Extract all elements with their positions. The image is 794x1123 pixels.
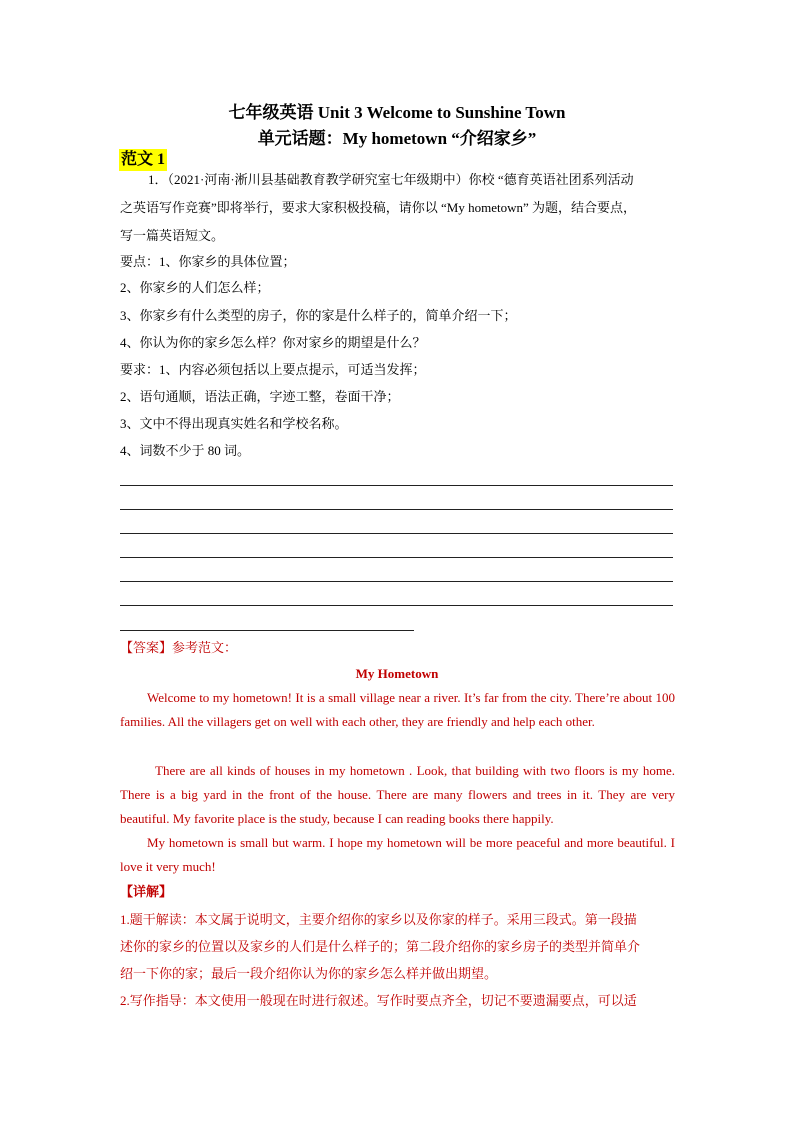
requirement-item: 2、语句通顺，语法正确，字迹工整，卷面干净； xyxy=(120,389,400,404)
point-item: 3、你家乡有什么类型的房子，你的家是什么样子的，简单介绍一下； xyxy=(120,308,517,323)
detail-line: 2.写作指导：本文使用一般现在时进行叙述。写作时要点齐全，切记不要遗漏要点，可以适 xyxy=(120,993,637,1008)
answer-label: 【答案】参考范文： xyxy=(120,640,238,655)
section-badge: 范文 1 xyxy=(119,149,167,171)
detail-label: 【详解】 xyxy=(120,884,173,899)
writing-line xyxy=(120,533,673,534)
document-subtitle: 单元话题：My hometown “介绍家乡” xyxy=(257,129,537,148)
detail-line: 1.题干解读：本文属于说明文，主要介绍你的家乡以及你家的样子。采用三段式。第一段描 xyxy=(120,912,637,927)
point-item: 2、你家乡的人们怎么样； xyxy=(120,280,270,295)
essay-paragraph: There are all kinds of houses in my hometown . Look, that building with two floors is my home. There is a big yard in the front of the house. There are many flowers and trees in it. They are very beautiful. My favorite place is the study, because I can reading books there happily. xyxy=(120,763,675,826)
writing-line xyxy=(120,630,414,631)
question-intro-line: 1．（2021·河南·淅川县基础教育教学研究室七年级期中）你校 “德育英语社团系列活动 xyxy=(148,172,634,187)
document-title: 七年级英语 Unit 3 Welcome to Sunshine Town xyxy=(228,103,566,122)
writing-line xyxy=(120,581,673,582)
essay-title: My Hometown xyxy=(355,666,439,681)
question-intro-line: 之英语写作竞赛”即将举行，要求大家积极投稿，请你以 “My hometown” 为题，结合要点， xyxy=(120,200,637,215)
requirement-item: 3、文中不得出现真实姓名和学校名称。 xyxy=(120,416,348,431)
writing-line xyxy=(120,605,673,606)
question-intro-line: 写一篇英语短文。 xyxy=(120,228,225,243)
detail-line: 绍一下你的家；最后一段介绍你认为你的家乡怎么样并做出期望。 xyxy=(120,966,498,981)
requirement-item: 4、词数不少于 80 词。 xyxy=(120,443,251,458)
detail-line: 述你的家乡的位置以及家乡的人们是什么样子的；第二段介绍你的家乡房子的类型并简单介 xyxy=(120,939,641,954)
writing-line xyxy=(120,509,673,510)
writing-line xyxy=(120,557,673,558)
point-item: 要点：1、你家乡的具体位置； xyxy=(120,254,296,269)
essay-paragraph: Welcome to my hometown! It is a small village near a river. It’s far from the city. There’re about 100 families. All the villagers get on well with each other, they are friendly and help each other. xyxy=(120,690,675,729)
point-item: 4、你认为你的家乡怎么样？你对家乡的期望是什么？ xyxy=(120,335,426,350)
requirement-item: 要求：1、内容必须包括以上要点提示，可适当发挥； xyxy=(120,362,426,377)
essay-paragraph: My hometown is small but warm. I hope my hometown will be more peaceful and more beautiful. I love it very much! xyxy=(120,835,675,874)
writing-line xyxy=(120,485,673,486)
